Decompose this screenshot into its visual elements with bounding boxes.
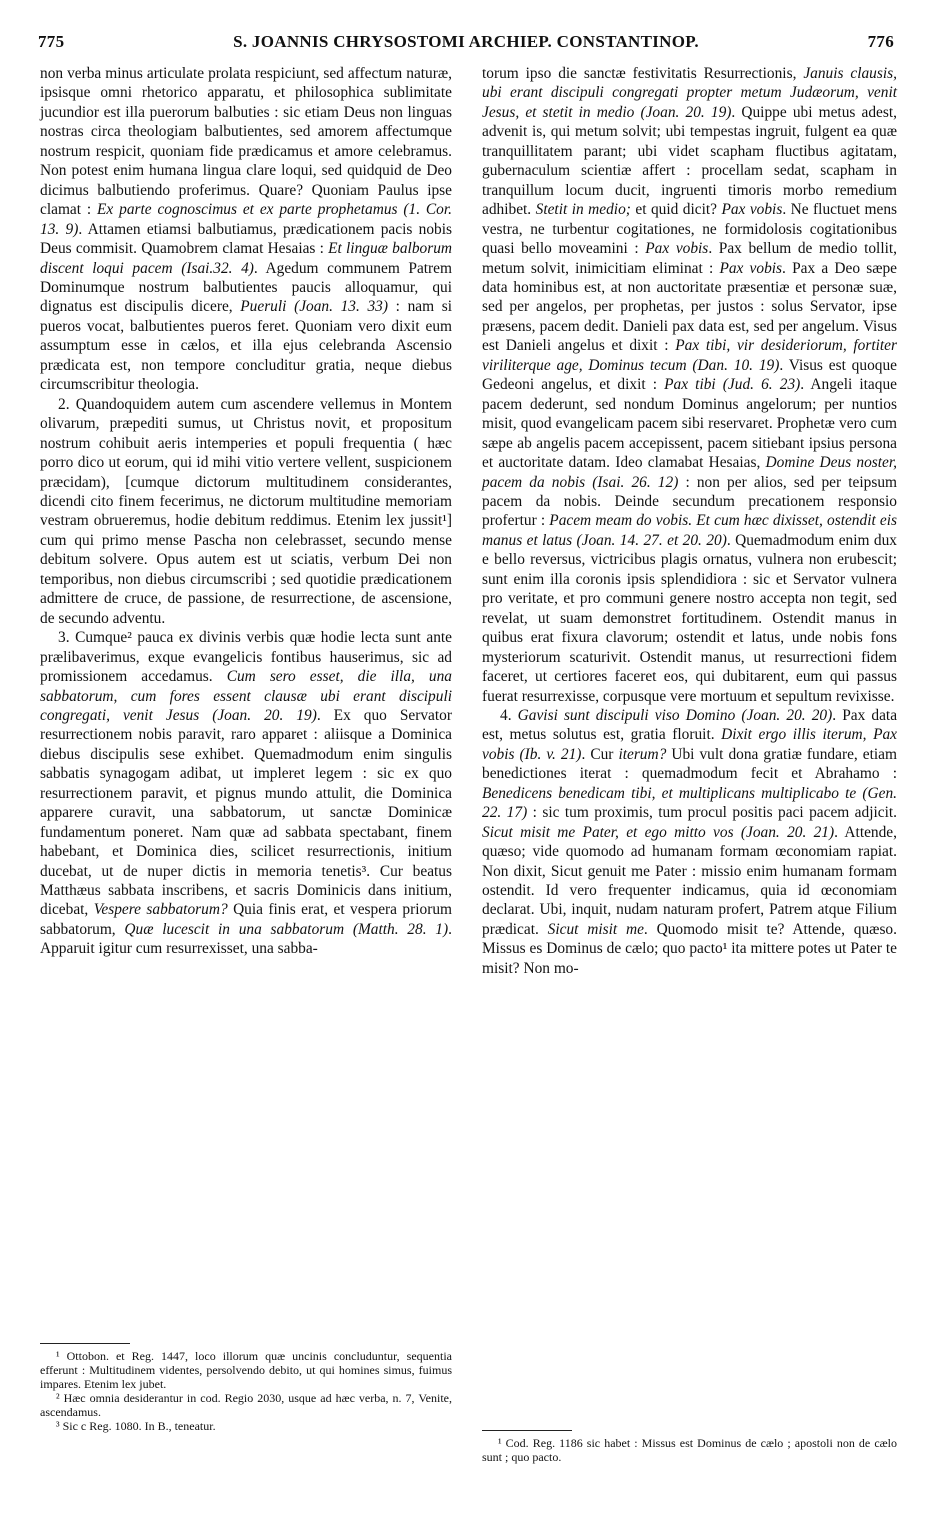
- paragraph-4: torum ipso die sanctæ festivitatis Resurrectionis, Januis clausis, ubi erant discipuli congregati propter metum Judæorum, venit Jesus, et stetit in medio (Joan. 20. 19). Quippe ubi metus adest, advenit is, qui metum solvit; ubi tempestas ingruit, fulgent ea quæ tranquillitatem parant; ubi videt scapham fluctibus agitatam, gubernaculum scientiæ affert : procellam sedat, scapham in tranquillum locum ducit, ingruenti timoris morbo remedium adhibet. Stetit in medio; et quid dicit? Pax vobis. Ne fluctuet mens vestra, ne turbentur cogitationes, ne formidolosis cogitationibus quasi bello moveamini : Pax vobis. Pax bellum de medio tollit, metum solvit, inimicitiam eliminat : Pax vobis. Pax a Deo sæpe data hominibus est, at non auctoritate præsentiæ et personæ suæ, sed per angelos, per prophetas, per justos : solus Servator, ipse præsens, pacem dedit. Danieli pax data est, sed per angelum. Visus est Danieli angelus et dixit : Pax tibi, vir desideriorum, fortiter viriliterque age, Dominus tecum (Dan. 10. 19). Visus est quoque Gedeoni angelus, et dixit : Pax tibi (Jud. 6. 23). Angeli itaque pacem dederunt, sed nondum Dominus angelorum; per nuntios misit, quod evangelicam pacem sibi reservaret. Prophetæ vero cum sæpe ab angelis pacem accepissent, pacem sitiebant ipsius persona et auctoritate datam. Ideo clamabat Hesaias, Domine Deus noster, pacem da nobis (Isai. 26. 12) : non per alios, sed per teipsum pacem da nobis. Deinde secundum precationem responsio profertur : Pacem meam do vobis. Et cum hæc dixisset, ostendit eis manus et latus (Joan. 14. 27. et 20. 20). Quemadmodum enim dux e bello reversus, victricibus plagis ornatus, vulnera non erubescit; sunt enim illa coronis ipsis splendidiora : sic et Servator vulnera pro veritate, et pro communi genere nostro accepta non tegit, sed revelat, ut suam demonstret fortitudinem. Ostendit manus in quibus erat fixura clavorum; ostendit et latus, unde nobis fons mysteriorum scaturivit. Ostendit manus, ut resurrectioni fidem faceret, ut certiores faceret eos, qui dubitarent, eum qui passus fuerat resurrexisse, corpusque vere mortuum et sepultum revixisse.: [482, 65, 898, 705]
- paragraph-3: 3. Cumque² pauca ex divinis verbis quæ hodie lecta sunt ante prælibaverimus, exque evangelicis fontibus hauserimus, sic ad promissionem accedamus. Cum sero esset, die illa, una sabbatorum, cum fores essent clausæ ubi erant discipuli congregati, venit Jesus (Joan. 20. 19). Ex quo Servator resurrectionem nobis paravit, raro apparet : aliisque a Dominica diebus discipulis sese exhibet. Quemadmodum enim singulis sabbatis synagogam adibat, ut impleret legem : sic ex quo resurrectionem paravit, et pignus mundo attulit, die Dominica apparere curavit, una sabbatorum, ut sanctæ Dominicæ fundamentum poneret. Nam quæ ad sabbata spectabant, finem habebant, et Dominica dies, scilicet resurrectionis, initium ducebat, ut de nuper dictis in memoria tenetis³. Cur beatus Matthæus sabbata inscribens, et sacris Dominicis dans initium, dicebat, Vespere sabbatorum? Quia finis erat, et vespera priorum sabbatorum, Quæ lucescit in una sabbatorum (Matth. 28. 1). Apparuit igitur cum resurrexisset, una sabba-: [40, 629, 453, 958]
- quotation: Ex parte cognoscimus et ex parte prophetamus (1. Cor. 13. 9): [40, 201, 452, 238]
- footnote: ¹ Ottobon. et Reg. 1447, loco illorum quæ uncinis concluduntur, sequentia efferunt : Multitudinem videntes, persolvendo debito, ut qui homines simus, fuimus impares. Etenim lex jubet.: [40, 1349, 452, 1391]
- quotation: Sicut misit me: [547, 920, 644, 938]
- quotation: Pacem meam do vobis. Et cum hæc dixisset, ostendit eis manus et latus (Joan. 14. 27. et 20. 20): [482, 512, 898, 549]
- quotation: Januis clausis, ubi erant discipuli congregati propter metum Judæorum, venit Jesus, et stetit in medio (Joan. 20. 19): [482, 65, 897, 121]
- paragraph-5: 4. Gavisi sunt discipuli viso Domino (Joan. 20. 20). Pax data est, metus solutus est, gratia floruit. Dixit ergo illis iterum, Pax vobis (Ib. v. 21). Cur iterum? Ubi vult dona gratiæ fundare, etiam benedictiones iterat : quemadmodum fecit et Abrahamo : Benedicens benedicam tibi, et multiplicans multiplicabo te (Gen. 22. 17) : sic tum proximis, tum procul positis paci pacem adjicit. Sicut misit me Pater, et ego mitto vos (Joan. 20. 21). Attende, quæso; vide quomodo ad humanam formam œconomiam rapiat. Non dixit, Sicut genuit me Pater : missio enim humanam formam ostendit. Id vero frequenter indicamus, quia id œconomiam declarat. Ubi, inquit, nudam naturam profert, Patrem atque Filium prædicat. Sicut misit me. Quomodo misit te? Attende, quæso. Missus es Dominus de cælo; quo pacto¹ ita mittere potes ut Pater te misit? Non mo-: [482, 706, 898, 977]
- quotation: Pax vobis: [719, 259, 783, 277]
- page-number-right: 776: [867, 32, 894, 51]
- running-header: [38, 32, 894, 58]
- quotation: Et linguæ balborum discent loqui pacem (Isai.32. 4): [40, 240, 453, 277]
- quotation: Cum sero esset, die illa, una sabbatorum, cum fores essent clausæ ubi erant discipuli congregati, venit Jesus (Joan. 20. 19): [40, 668, 452, 724]
- quotation: iterum?: [618, 745, 667, 763]
- footnote: ³ Sic c Reg. 1080. In B., teneatur.: [56, 1419, 216, 1433]
- quotation: Quæ lucescit in una sabbatorum (Matth. 28. 1): [124, 920, 449, 938]
- quotation: Pax tibi (Jud. 6. 23): [664, 376, 801, 394]
- quotation: Benedicens benedicam tibi, et multiplicans multiplicabo te (Gen. 22. 17): [482, 784, 897, 822]
- footnote: ² Hæc omnia desiderantur in cod. Regio 2030, usque ad hæc verba, n. 7, Venite, ascendamus.: [40, 1391, 452, 1419]
- quotation: Vespere sabbatorum?: [93, 901, 228, 919]
- quotation: Gavisi sunt discipuli viso Domino (Joan. 20. 20): [517, 706, 833, 724]
- quotation: Sicut misit me Pater, et ego mitto vos (Joan. 20. 21): [482, 823, 835, 841]
- footnote-rule-right: [482, 1430, 572, 1431]
- quotation: Pax vobis: [645, 240, 709, 258]
- footnote-rule-left: [40, 1343, 130, 1344]
- footnotes-left: [40, 1349, 452, 1433]
- quotation: Pax tibi, vir desideriorum, fortiter viriliterque age, Dominus tecum (Dan. 10. 19): [482, 337, 897, 374]
- quotation: Dixit ergo illis iterum, Pax vobis (Ib. v. 21): [482, 726, 897, 763]
- running-title: S. JOANNIS CHRYSOSTOMI ARCHIEP. CONSTANTINOP.: [233, 32, 699, 51]
- page-number-left: 775: [38, 32, 65, 51]
- quotation: Domine Deus noster, pacem da nobis (Isai. 26. 12): [482, 454, 897, 491]
- footnotes-right: [482, 1436, 897, 1464]
- footnote: ¹ Cod. Reg. 1186 sic habet : Missus est Dominus de cælo ; apostoli non de cælo sunt ; quo pacto.: [482, 1436, 897, 1464]
- quotation: Stetit in medio;: [535, 201, 631, 219]
- paragraph-2: 2. Quandoquidem autem cum ascendere vellemus in Montem olivarum, præpediti sumus, ut Christus novit, et propositum nostrum cohibuit aeris intemperies et populi frequentia ( hæc porro dico ut eorum, qui id mihi vitio vertere vellent, suspicionem præcidam), [cumque dictorum multitudinem considerantes, dicendi cito finem fecerimus, ne dictorum multitudine memoriam vestram obrueremus, hodie debitum reddimus. Etenim lex jussit¹] cum qui primo mense Pascha non celebrasset, secundo mense debitum solvere. Opus autem est ut sciatis, verbum Dei non temporibus, non diebus circumscribi ; sed quotidie prædicationem admittere de cruce, de passione, de resurrectione, de ascensione, de secundo adventu.: [40, 395, 452, 627]
- right-column: [482, 64, 897, 978]
- paragraph-1: non verba minus articulate prolata respiciunt, sed affectum naturæ, ipsisque omni rhetorico apparatu, et philosophica sublimitate jucundior est illa puerorum balbuties : sic etiam Deus non linguas nostras circa theologiam balbutientes, sed amorem affectumque nostrum respicit, quoniam fide prædicamus et amore celebramus. Non potest enim humana lingua clare loqui, sed quidquid de Deo dicimus balbutiendo proferimus. Quare? Quoniam Paulus ipse clamat : Ex parte cognoscimus et ex parte prophetamus (1. Cor. 13. 9). Attamen etiamsi balbutiamus, prædicationem pacis nobis Deus commisit. Quamobrem clamat Hesaias : Et linguæ balborum discent loqui pacem (Isai.32. 4). Agedum communem Patrem Dominumque nostrum balbutientes paucis alloquamur, qui dignatus est discipulis dicere, Pueruli (Joan. 13. 33) : nam si pueros vocat, balbutientes pueros feret. Quoniam vero dixit eum assumptum esse in cælos, et illa ejus celebranda Ascensio prædicata est, non tempore concluditur gratia, neque diebus circumscribitur theologia.: [40, 65, 453, 394]
- quotation: Pax vobis: [721, 201, 783, 219]
- left-column: [40, 64, 452, 959]
- quotation: Pueruli (Joan. 13. 33): [240, 298, 389, 316]
